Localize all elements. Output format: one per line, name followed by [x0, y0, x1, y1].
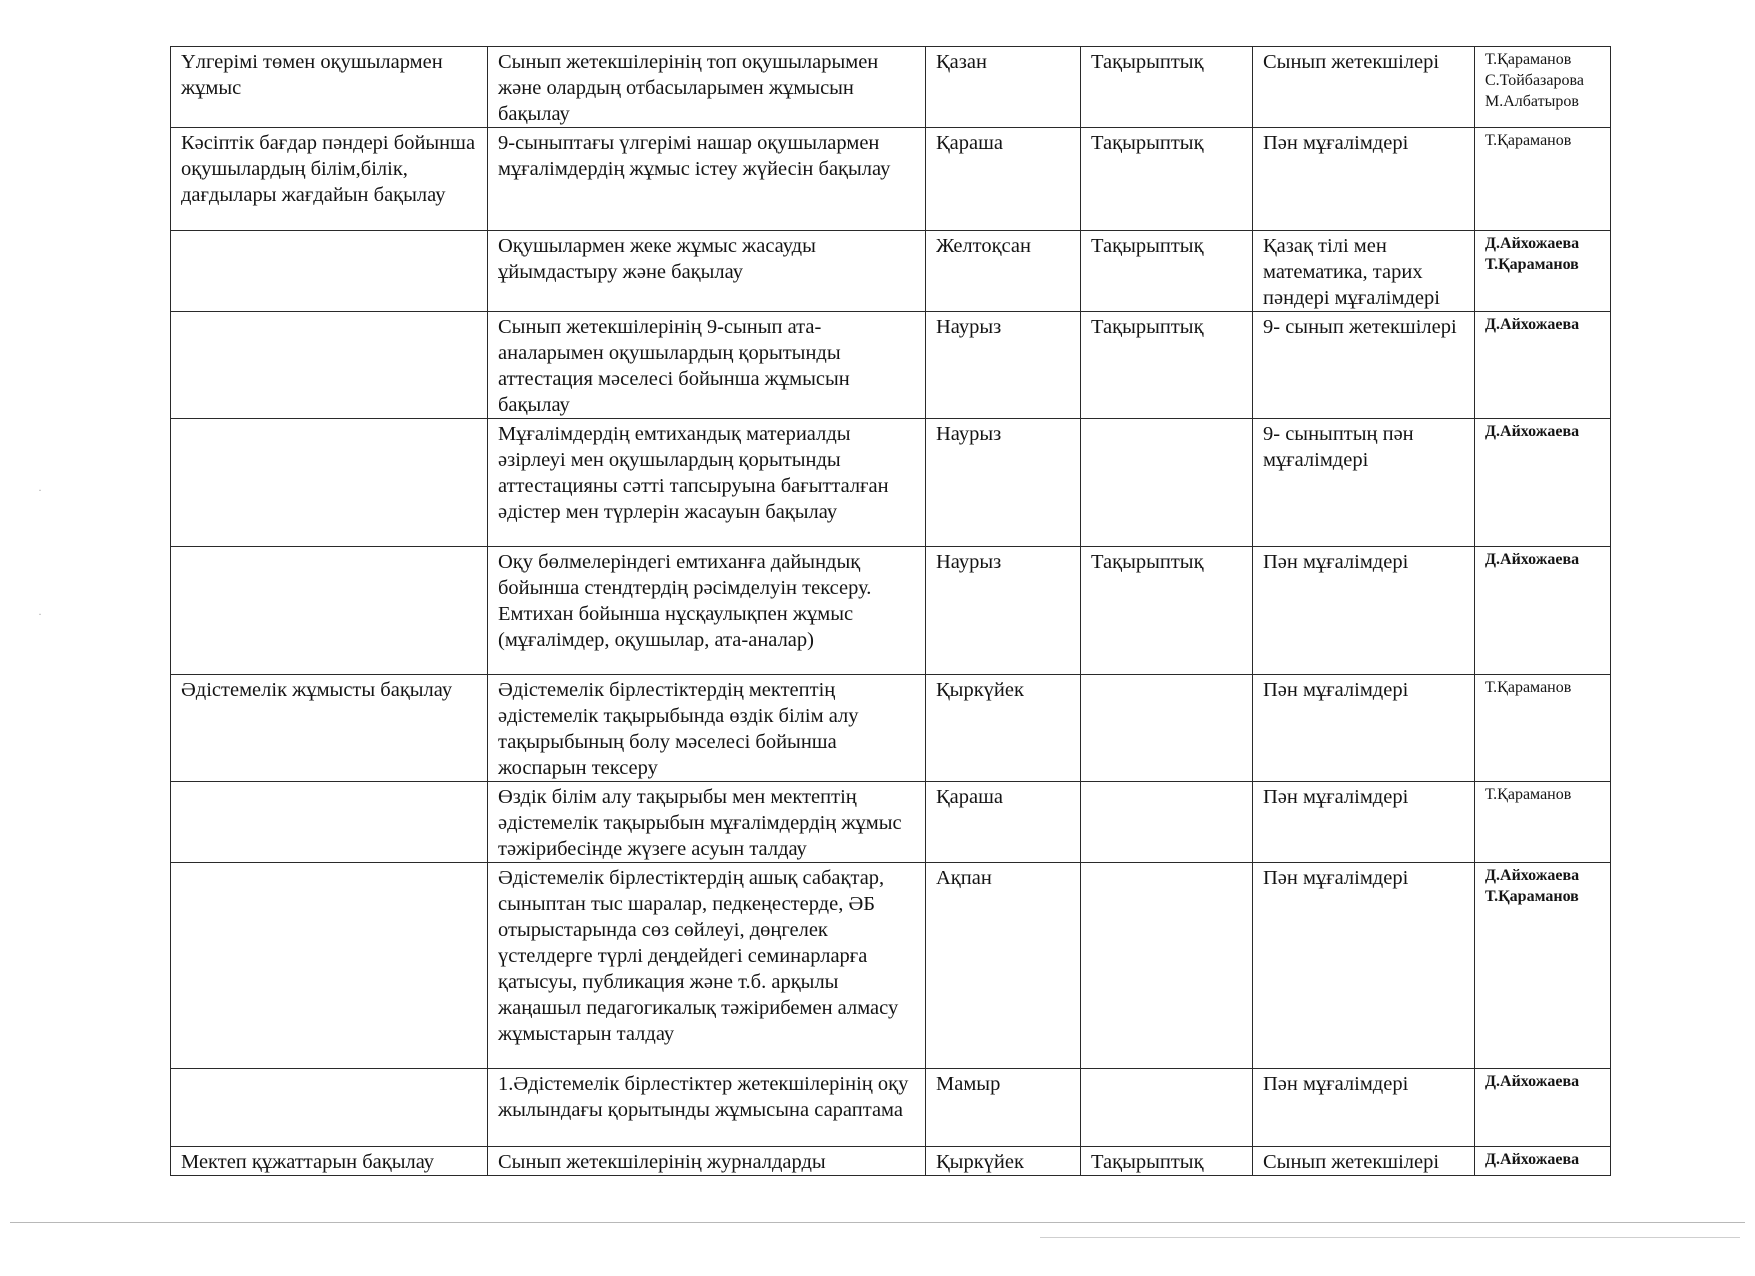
cell-participants: Пән мұғалімдері	[1253, 128, 1475, 231]
cell-participants: Пән мұғалімдері	[1253, 782, 1475, 863]
responsible-person: Т.Қараманов	[1485, 256, 1579, 273]
responsible-person: С.Тойбазарова	[1485, 72, 1584, 89]
cell-direction	[171, 547, 488, 675]
cell-responsible	[1475, 231, 1611, 312]
cell-direction	[171, 231, 488, 312]
margin-mark: ·	[38, 607, 42, 621]
cell-direction	[171, 863, 488, 1069]
responsible-person: Т.Қараманов	[1485, 132, 1572, 149]
cell-direction	[171, 312, 488, 419]
cell-participants: Пән мұғалімдері	[1253, 863, 1475, 1069]
cell-direction	[171, 1069, 488, 1147]
cell-participants: Пән мұғалімдері	[1253, 675, 1475, 782]
cell-content: 1.Әдістемелік бірлестіктер жетекшілерінің оқу жылындағы қорытынды жұмысына сараптама	[488, 1069, 926, 1147]
cell-responsible	[1475, 1069, 1611, 1147]
cell-participants: 9- сынып жетекшілері	[1253, 312, 1475, 419]
cell-month: Наурыз	[926, 419, 1081, 547]
cell-responsible	[1475, 863, 1611, 1069]
cell-direction	[171, 419, 488, 547]
responsible-person: Д.Айхожаева	[1485, 423, 1580, 440]
cell-month: Мамыр	[926, 1069, 1081, 1147]
responsible-person: Д.Айхожаева	[1485, 867, 1580, 884]
cell-responsible	[1475, 419, 1611, 547]
cell-month: Қыркүйек	[926, 1147, 1081, 1176]
cell-responsible	[1475, 47, 1611, 128]
table-row	[171, 47, 1611, 128]
responsible-person: Т.Қараманов	[1485, 679, 1572, 696]
table-row	[171, 231, 1611, 312]
cell-participants: 9- сыныптың пән мұғалімдері	[1253, 419, 1475, 547]
cell-type: Тақырыптық	[1081, 312, 1253, 419]
cell-content: Оқу бөлмелеріндегі емтиханға дайындық бойынша стендтердің рәсімделуін тексеру. Емтихан бойынша нұсқаулықпен жұмыс (мұғалімдер, оқушылар, ата-аналар)	[488, 547, 926, 675]
table-row	[171, 419, 1611, 547]
cell-type	[1081, 863, 1253, 1069]
cell-type: Тақырыптық	[1081, 128, 1253, 231]
responsible-person: М.Албатыров	[1485, 93, 1579, 110]
table-row	[171, 312, 1611, 419]
cell-content: 9-сыныптағы үлгерімі нашар оқушылармен мұғалімдердің жұмыс істеу жүйесін бақылау	[488, 128, 926, 231]
cell-direction: Үлгерімі төмен оқушылармен жұмыс	[171, 47, 488, 128]
cell-month: Қыркүйек	[926, 675, 1081, 782]
cell-type: Тақырыптық	[1081, 1147, 1253, 1176]
table-row	[171, 128, 1611, 231]
cell-type	[1081, 1069, 1253, 1147]
cell-content: Әдістемелік бірлестіктердің ашық сабақтар, сыныптан тыс шаралар, педкеңестерде, ӘБ отырыстарында сөз сөйлеуі, дөңгелек үстелдерге түрлі деңдейдегі семинарларға қатысуы, публикация және т.б. арқылы жаңашыл педагогикалық тәжірибемен алмасу жұмыстарын талдау	[488, 863, 926, 1069]
responsible-person: Т.Қараманов	[1485, 51, 1572, 68]
cell-type	[1081, 419, 1253, 547]
cell-month: Наурыз	[926, 312, 1081, 419]
responsible-person: Д.Айхожаева	[1485, 316, 1580, 333]
cell-direction: Мектеп құжаттарын бақылау	[171, 1147, 488, 1176]
cell-responsible	[1475, 782, 1611, 863]
cell-month: Қараша	[926, 128, 1081, 231]
cell-participants: Сынып жетекшілері	[1253, 47, 1475, 128]
cell-month: Желтоқсан	[926, 231, 1081, 312]
cell-participants: Сынып жетекшілері	[1253, 1147, 1475, 1176]
cell-month: Наурыз	[926, 547, 1081, 675]
table-row	[171, 782, 1611, 863]
responsible-person: Д.Айхожаева	[1485, 1151, 1580, 1168]
cell-type: Тақырыптық	[1081, 231, 1253, 312]
margin-mark: ·	[38, 483, 42, 497]
cell-month: Қазан	[926, 47, 1081, 128]
cell-direction: Кәсіптік бағдар пәндері бойынша оқушылардың білім,білік, дағдылары жағдайын бақылау	[171, 128, 488, 231]
cell-direction: Әдістемелік жұмысты бақылау	[171, 675, 488, 782]
table-row	[171, 1147, 1611, 1176]
responsible-person: Д.Айхожаева	[1485, 551, 1580, 568]
responsible-person: Т.Қараманов	[1485, 786, 1572, 803]
cell-type: Тақырыптық	[1081, 47, 1253, 128]
cell-content: Өздік білім алу тақырыбы мен мектептің әдістемелік тақырыбын мұғалімдердің жұмыс тәжірибесінде жүзеге асуын талдау	[488, 782, 926, 863]
cell-responsible	[1475, 675, 1611, 782]
cell-responsible	[1475, 1147, 1611, 1176]
cell-content: Мұғалімдердің емтихандық материалды әзірлеуі мен оқушылардың қорытынды аттестацияны сәтті тапсыруына бағытталған әдістер мен түрлерін жасауын бақылау	[488, 419, 926, 547]
cell-month: Ақпан	[926, 863, 1081, 1069]
scan-artifact-line	[1040, 1237, 1740, 1238]
cell-content: Сынып жетекшілерінің 9-сынып ата-аналарымен оқушылардың қорытынды аттестация мәселесі бойынша жұмысын бақылау	[488, 312, 926, 419]
cell-type	[1081, 675, 1253, 782]
responsible-person: Д.Айхожаева	[1485, 1073, 1580, 1090]
cell-responsible	[1475, 128, 1611, 231]
cell-month: Қараша	[926, 782, 1081, 863]
table-row	[171, 675, 1611, 782]
cell-participants: Пән мұғалімдері	[1253, 547, 1475, 675]
cell-responsible	[1475, 547, 1611, 675]
cell-content: Сынып жетекшілерінің журналдарды	[488, 1147, 926, 1176]
control-plan-table	[170, 46, 1611, 1176]
table-body	[171, 47, 1611, 1176]
cell-content: Оқушылармен жеке жұмыс жасауды ұйымдастыру және бақылау	[488, 231, 926, 312]
cell-participants: Қазақ тілі мен математика, тарих пәндері мұғалімдері	[1253, 231, 1475, 312]
cell-direction	[171, 782, 488, 863]
table-row	[171, 863, 1611, 1069]
scan-artifact-line	[10, 1222, 1745, 1223]
cell-content: Сынып жетекшілерінің топ оқушыларымен және олардың отбасыларымен жұмысын бақылау	[488, 47, 926, 128]
responsible-person: Т.Қараманов	[1485, 888, 1579, 905]
table-row	[171, 547, 1611, 675]
cell-type: Тақырыптық	[1081, 547, 1253, 675]
cell-type	[1081, 782, 1253, 863]
table-row	[171, 1069, 1611, 1147]
cell-responsible	[1475, 312, 1611, 419]
cell-content: Әдістемелік бірлестіктердің мектептің әдістемелік тақырыбында өздік білім алу тақырыбының болу мәселесі бойынша жоспарын тексеру	[488, 675, 926, 782]
responsible-person: Д.Айхожаева	[1485, 235, 1580, 252]
cell-participants: Пән мұғалімдері	[1253, 1069, 1475, 1147]
